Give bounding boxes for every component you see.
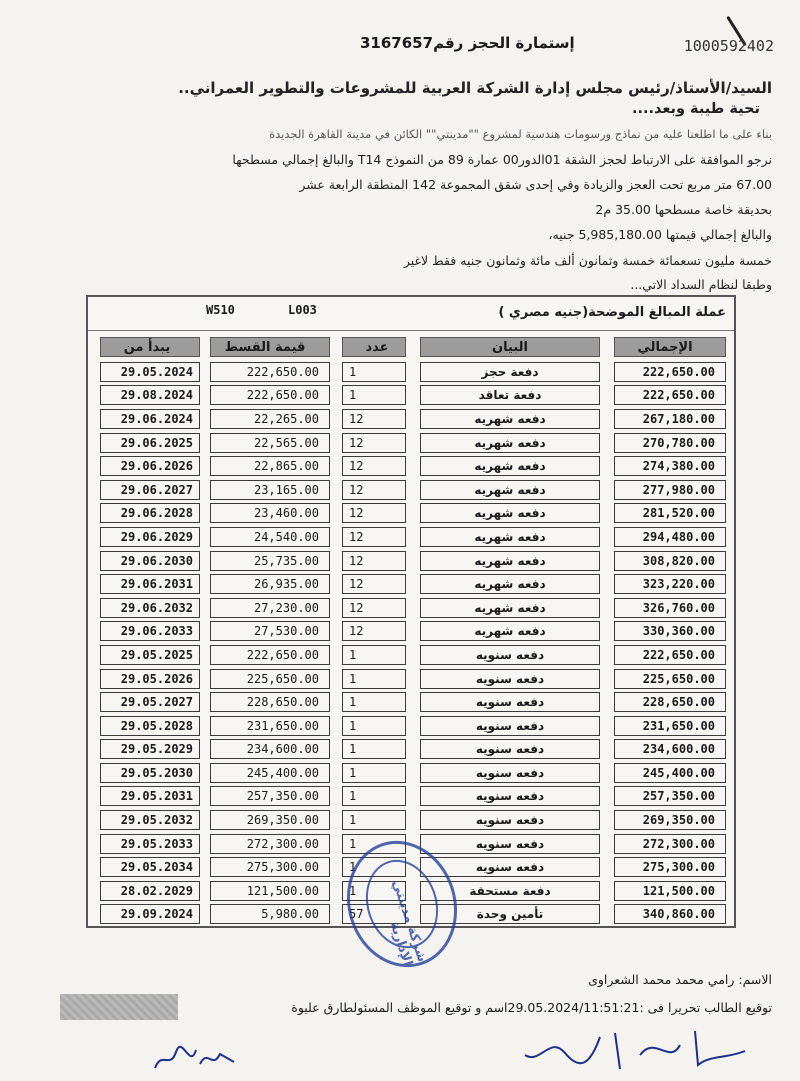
cell-total: 274,380.00	[614, 456, 726, 476]
cell-start: 29.05.2030	[100, 763, 200, 783]
cell-total: 275,300.00	[614, 857, 726, 877]
handwritten-initials	[150, 1040, 240, 1076]
cell-count: 12	[342, 621, 406, 641]
cell-amount: 257,350.00	[210, 786, 330, 806]
cell-start: 29.06.2026	[100, 456, 200, 476]
cell-total: 267,180.00	[614, 409, 726, 429]
redacted-area	[60, 994, 178, 1020]
cell-count: 12	[342, 433, 406, 453]
table-row	[88, 478, 734, 502]
cell-desc: دفعه سنويه	[420, 834, 600, 854]
stamp-text: شركة مدينتي الإدارية	[386, 878, 430, 969]
form-title: إستمارة الحجز رقم3167657	[360, 34, 575, 52]
table-row	[88, 667, 734, 691]
cell-desc: دفعه شهريه	[420, 598, 600, 618]
payment-schedule-table	[86, 295, 736, 928]
cell-count: 12	[342, 409, 406, 429]
header-count: عدد	[342, 337, 406, 357]
currency-note: عملة المبالغ الموضحة(جنيه مصري )	[498, 305, 726, 320]
cell-count: 1	[342, 763, 406, 783]
cell-total: 222,650.00	[614, 362, 726, 382]
cell-amount: 24,540.00	[210, 527, 330, 547]
cell-amount: 269,350.00	[210, 810, 330, 830]
cell-amount: 222,650.00	[210, 362, 330, 382]
cell-count: 1	[342, 692, 406, 712]
cell-count: 12	[342, 456, 406, 476]
signature-line: توقيع الطالب تحريرا فى :29.05.2024/11:51:21اسم و توقيع الموظف المسئولطارق عليوة	[291, 1000, 772, 1015]
table-row	[88, 502, 734, 526]
table-row	[88, 643, 734, 667]
table-row	[88, 738, 734, 762]
table-row	[88, 808, 734, 832]
cell-total: 330,360.00	[614, 621, 726, 641]
cell-total: 228,650.00	[614, 692, 726, 712]
cell-start: 29.05.2029	[100, 739, 200, 759]
cell-amount: 22,865.00	[210, 456, 330, 476]
cell-count: 1	[342, 385, 406, 405]
cell-total: 257,350.00	[614, 786, 726, 806]
cell-count: 1	[342, 810, 406, 830]
cell-amount: 27,230.00	[210, 598, 330, 618]
header-total: الإجمالي	[614, 337, 726, 357]
cell-amount: 121,500.00	[210, 881, 330, 901]
cell-desc: دفعه شهريه	[420, 433, 600, 453]
cell-start: 29.05.2027	[100, 692, 200, 712]
cell-amount: 275,300.00	[210, 857, 330, 877]
table-header	[88, 334, 734, 360]
cell-amount: 225,650.00	[210, 669, 330, 689]
cell-start: 29.09.2024	[100, 904, 200, 924]
table-row	[88, 620, 734, 644]
table-row	[88, 596, 734, 620]
cell-desc: دفعه سنويه	[420, 786, 600, 806]
table-row	[88, 454, 734, 478]
applicant-name: الاسم: رامي محمد محمد الشعراوى	[588, 972, 772, 987]
unit-code: L003	[288, 303, 317, 317]
table-row	[88, 572, 734, 596]
document-number: 1000592402	[683, 37, 774, 55]
cell-desc: دفعه شهريه	[420, 409, 600, 429]
table-row	[88, 549, 734, 573]
cell-desc: دفعه شهريه	[420, 456, 600, 476]
table-row	[88, 431, 734, 455]
handwritten-signature	[520, 1025, 750, 1075]
cell-total: 277,980.00	[614, 480, 726, 500]
cell-count: 1	[342, 716, 406, 736]
cell-total: 234,600.00	[614, 739, 726, 759]
cell-desc: دفعة حجز	[420, 362, 600, 382]
table-row	[88, 761, 734, 785]
cell-count: 57	[342, 904, 406, 924]
letter-line-2: نرجو الموافقة على الارتباط لحجز الشقة 01الدور00 عمارة 89 من النموذج T14 والبالغ إجمالي مسطحها	[232, 152, 772, 167]
letter-line-5: والبالغ إجمالي قيمتها 5,985,180.00 جنيه،	[548, 227, 772, 242]
cell-start: 29.06.2030	[100, 551, 200, 571]
table-row	[88, 384, 734, 408]
cell-desc: دفعه شهريه	[420, 621, 600, 641]
cell-amount: 222,650.00	[210, 385, 330, 405]
cell-total: 222,650.00	[614, 385, 726, 405]
cell-amount: 25,735.00	[210, 551, 330, 571]
cell-total: 294,480.00	[614, 527, 726, 547]
cell-count: 1	[342, 834, 406, 854]
cell-count: 1	[342, 669, 406, 689]
cell-count: 1	[342, 739, 406, 759]
cell-start: 29.05.2025	[100, 645, 200, 665]
cell-start: 29.06.2024	[100, 409, 200, 429]
table-row	[88, 525, 734, 549]
cell-total: 323,220.00	[614, 574, 726, 594]
cell-total: 340,860.00	[614, 904, 726, 924]
block-code: W510	[206, 303, 235, 317]
table-caption-row	[88, 297, 734, 331]
cell-count: 1	[342, 362, 406, 382]
cell-start: 29.05.2026	[100, 669, 200, 689]
cell-desc: دفعه شهريه	[420, 551, 600, 571]
header-desc: البيان	[420, 337, 600, 357]
cell-start: 29.06.2029	[100, 527, 200, 547]
cell-total: 245,400.00	[614, 763, 726, 783]
cell-start: 29.06.2025	[100, 433, 200, 453]
cell-start: 28.02.2029	[100, 881, 200, 901]
cell-amount: 272,300.00	[210, 834, 330, 854]
cell-amount: 27,530.00	[210, 621, 330, 641]
cell-count: 1	[342, 881, 406, 901]
cell-total: 281,520.00	[614, 503, 726, 523]
cell-total: 326,760.00	[614, 598, 726, 618]
cell-amount: 231,650.00	[210, 716, 330, 736]
cell-desc: دفعه شهريه	[420, 574, 600, 594]
header-start: يبدأ من	[100, 337, 200, 357]
cell-total: 269,350.00	[614, 810, 726, 830]
cell-desc: دفعه شهريه	[420, 503, 600, 523]
cell-desc: دفعه سنويه	[420, 692, 600, 712]
cell-desc: دفعه سنويه	[420, 669, 600, 689]
table-body	[88, 360, 734, 926]
cell-total: 272,300.00	[614, 834, 726, 854]
letter-line-4: بحديقة خاصة مسطحها 35.00 م2	[595, 202, 772, 217]
cell-count: 12	[342, 503, 406, 523]
cell-count: 12	[342, 574, 406, 594]
table-row	[88, 785, 734, 809]
cell-desc: دفعه سنويه	[420, 857, 600, 877]
cell-amount: 22,565.00	[210, 433, 330, 453]
letter-line-3: 67.00 متر مربع تحت العجز والزيادة وفي إحدى شقق المجموعة 142 المنطقة الرابعة عشر	[299, 177, 772, 192]
cell-desc: دفعه شهريه	[420, 527, 600, 547]
greeting: تحية طيبة وبعد....	[631, 101, 760, 117]
cell-start: 29.06.2032	[100, 598, 200, 618]
cell-desc: تأمين وحدة	[420, 904, 600, 924]
cell-amount: 234,600.00	[210, 739, 330, 759]
cell-start: 29.06.2031	[100, 574, 200, 594]
cell-count: 1	[342, 857, 406, 877]
cell-total: 121,500.00	[614, 881, 726, 901]
cell-desc: دفعه سنويه	[420, 763, 600, 783]
cell-count: 12	[342, 527, 406, 547]
cell-amount: 228,650.00	[210, 692, 330, 712]
cell-amount: 23,460.00	[210, 503, 330, 523]
cell-total: 270,780.00	[614, 433, 726, 453]
cell-amount: 23,165.00	[210, 480, 330, 500]
cell-count: 12	[342, 551, 406, 571]
cell-total: 225,650.00	[614, 669, 726, 689]
cell-total: 231,650.00	[614, 716, 726, 736]
cell-count: 1	[342, 645, 406, 665]
table-row	[88, 690, 734, 714]
cell-start: 29.05.2031	[100, 786, 200, 806]
letter-line-6: خمسة مليون تسعمائة خمسة وثمانون ألف مائة وثمانون جنيه فقط لاغير	[403, 253, 772, 268]
cell-amount: 245,400.00	[210, 763, 330, 783]
table-row	[88, 360, 734, 384]
cell-start: 29.05.2024	[100, 362, 200, 382]
letter-line-7: وطبقا لنظام السداد الاتي...	[630, 277, 772, 292]
cell-start: 29.05.2028	[100, 716, 200, 736]
cell-count: 12	[342, 480, 406, 500]
cell-start: 29.05.2033	[100, 834, 200, 854]
table-row	[88, 714, 734, 738]
cell-desc: دفعة تعاقد	[420, 385, 600, 405]
cell-start: 29.08.2024	[100, 385, 200, 405]
cell-start: 29.05.2034	[100, 857, 200, 877]
cell-start: 29.06.2027	[100, 480, 200, 500]
cell-total: 222,650.00	[614, 645, 726, 665]
cell-count: 1	[342, 786, 406, 806]
cell-amount: 26,935.00	[210, 574, 330, 594]
cell-start: 29.06.2028	[100, 503, 200, 523]
cell-start: 29.06.2033	[100, 621, 200, 641]
cell-desc: دفعة مستحقة	[420, 881, 600, 901]
cell-total: 308,820.00	[614, 551, 726, 571]
salutation: السيد/الأستاذ/رئيس مجلس إدارة الشركة العربية للمشروعات والتطوير العمراني..	[178, 79, 772, 97]
header-amount: قيمة القسط	[210, 337, 330, 357]
cell-count: 12	[342, 598, 406, 618]
cell-desc: دفعه سنويه	[420, 810, 600, 830]
cell-desc: دفعه سنويه	[420, 645, 600, 665]
letter-line-1: بناء على ما اطلعنا عليه من نماذج ورسومات هندسية لمشروع ""مدينتي"" الكائن في مدينة القاهرة الجديدة	[269, 127, 772, 141]
cell-desc: دفعه سنويه	[420, 716, 600, 736]
table-row	[88, 407, 734, 431]
cell-amount: 222,650.00	[210, 645, 330, 665]
cell-amount: 22,265.00	[210, 409, 330, 429]
cell-start: 29.05.2032	[100, 810, 200, 830]
cell-desc: دفعه شهريه	[420, 480, 600, 500]
cell-desc: دفعه سنويه	[420, 739, 600, 759]
cell-amount: 5,980.00	[210, 904, 330, 924]
